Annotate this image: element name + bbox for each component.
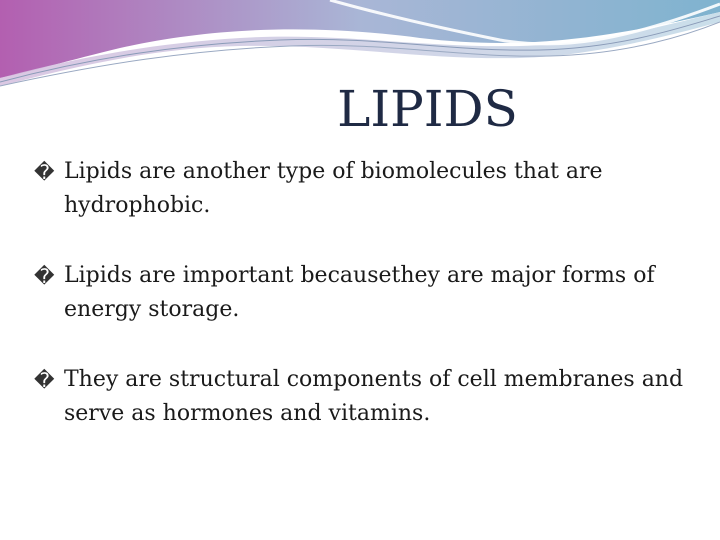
bullet-text: They are structural components of cell membranes and serve as hormones and vitamins. [64,367,684,426]
header-wave-decoration [0,0,720,90]
bullet-text: Lipids are another type of biomolecules that are hydrophobic. [64,159,603,218]
slide-title: LIPIDS [337,80,518,138]
bullet-item [34,259,694,327]
bullet-glyph-icon: � [34,160,55,184]
bullet-list [34,155,694,467]
bullet-glyph-icon: � [34,264,55,288]
bullet-glyph-icon: � [34,368,55,392]
bullet-item [34,363,694,431]
bullet-item [34,155,694,223]
bullet-text: Lipids are important becausethey are major forms of energy storage. [64,263,655,322]
